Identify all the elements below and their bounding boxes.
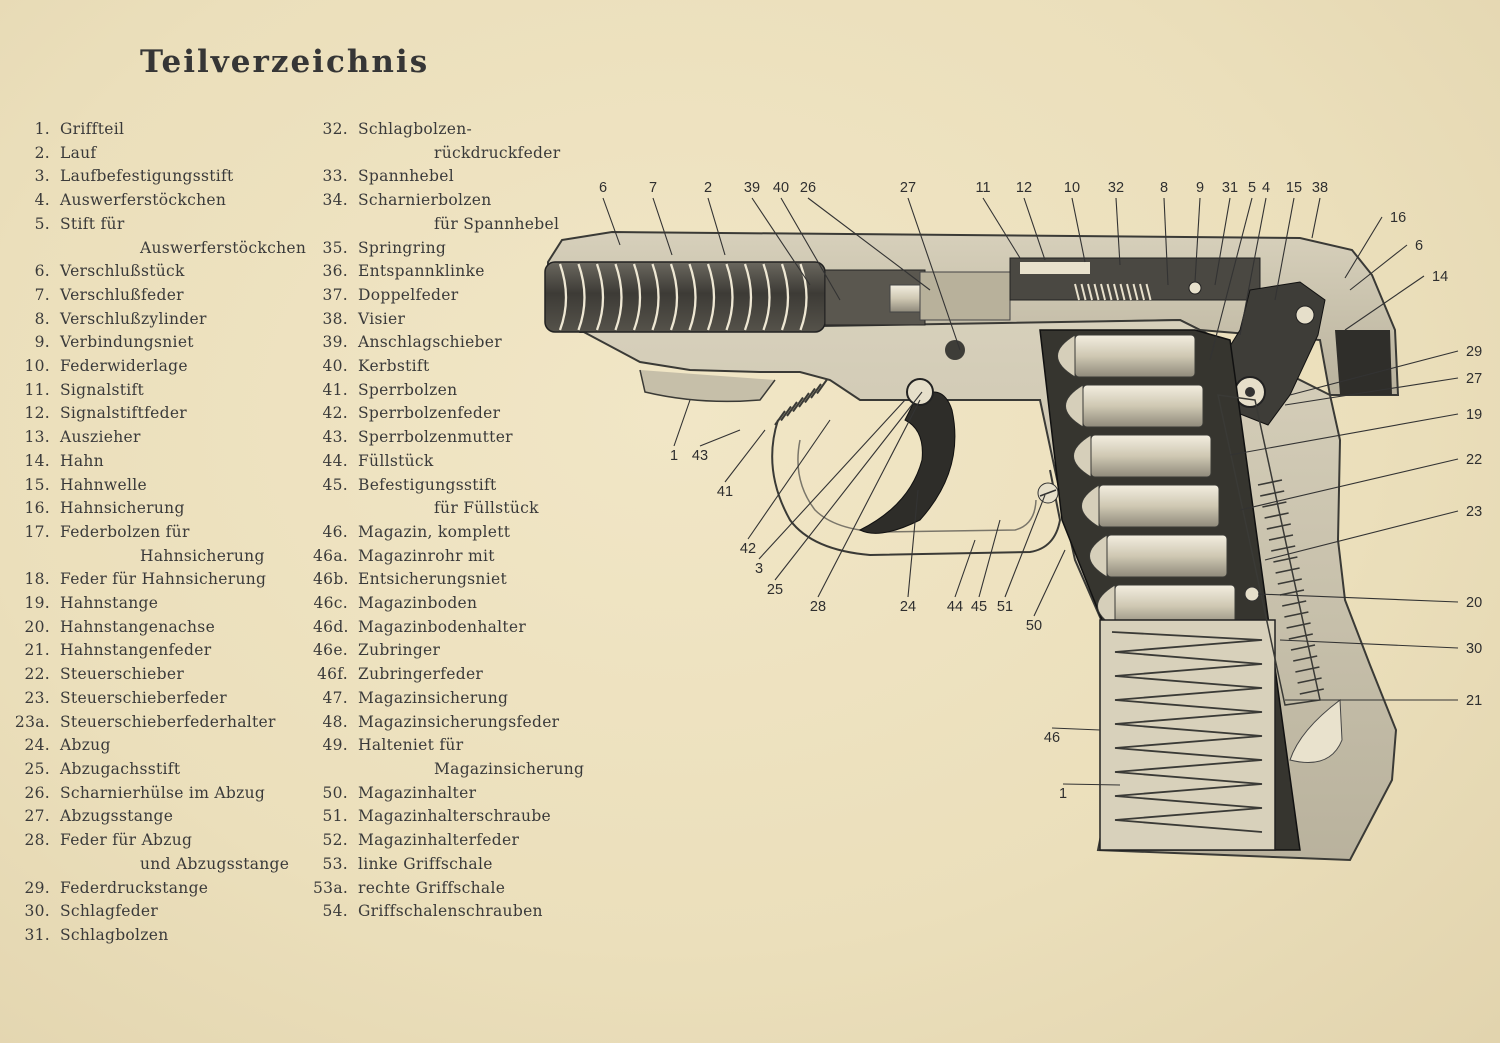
part-name: Magazinhalterschraube <box>358 807 552 826</box>
cartridge <box>1090 535 1228 577</box>
callout-number: 29 <box>1466 344 1483 360</box>
part-name: Scharnierbolzen <box>358 191 492 210</box>
part-number: 21. <box>24 641 50 660</box>
part-number: 47. <box>322 688 348 707</box>
cartridge <box>1066 385 1204 427</box>
part-number: 41. <box>322 380 348 399</box>
callout-number: 50 <box>1025 618 1043 634</box>
part-number: 46b. <box>313 570 349 589</box>
part-name: Entspannklinke <box>358 262 485 281</box>
part-number: 38. <box>322 309 348 328</box>
callout-leader <box>759 400 905 559</box>
part-number: 46a. <box>313 546 349 565</box>
part-number: 25. <box>24 759 50 778</box>
part-name: für Spannhebel <box>434 214 560 233</box>
part-name: Anschlagschieber <box>358 333 502 352</box>
part-name: Steuerschieberfederhalter <box>60 712 276 731</box>
callout-leader <box>700 430 740 446</box>
part-number: 24. <box>24 736 50 755</box>
part-number: 40. <box>322 357 348 376</box>
part-number: 48. <box>322 712 348 731</box>
part-name: Doppelfeder <box>358 285 459 304</box>
part-number: 45. <box>322 475 348 494</box>
part-name: Hahnstangenachse <box>60 617 216 636</box>
part-name: Magazinsicherung <box>358 688 509 707</box>
part-number: 1. <box>34 120 50 138</box>
part-name: Magazinsicherungsfeder <box>358 712 560 731</box>
callout-number: 27 <box>1466 371 1483 387</box>
part-number: 19. <box>24 594 50 613</box>
part-name: Feder für Hahnsicherung <box>60 570 267 589</box>
callout-number: 32 <box>1107 180 1125 196</box>
barrel <box>545 262 825 332</box>
part-name: Verschlußzylinder <box>60 309 207 328</box>
part-number: 26. <box>24 783 50 802</box>
part-name: Zubringerfeder <box>358 665 484 684</box>
part-name: Springring <box>358 238 447 257</box>
part-name: Zubringer <box>358 641 441 660</box>
callout-number: 10 <box>1063 180 1081 196</box>
part-number: 51. <box>322 807 348 826</box>
callout-number: 40 <box>772 180 790 196</box>
callout-number: 22 <box>1466 452 1483 468</box>
part-number: 34. <box>322 191 348 210</box>
part-number: 36. <box>322 262 348 281</box>
callout-number: 2 <box>703 180 713 196</box>
callout-number: 27 <box>899 180 917 196</box>
part-number: 11. <box>24 380 50 399</box>
callout-number: 16 <box>1390 210 1407 226</box>
part-name: Steuerschieber <box>60 665 185 684</box>
part-name: Federbolzen für <box>60 522 190 541</box>
part-number: 46. <box>322 522 348 541</box>
part-number: 49. <box>322 736 348 755</box>
part-name: Abzugsstange <box>60 807 174 826</box>
part-name: Magazinhalter <box>358 783 477 802</box>
callout-number: 19 <box>1466 407 1483 423</box>
part-number: 17. <box>24 522 50 541</box>
part-number: 9. <box>34 333 50 352</box>
callout-number: 38 <box>1311 180 1329 196</box>
part-name: Sperrbolzenfeder <box>358 404 501 423</box>
callout-number: 4 <box>1261 180 1271 196</box>
part-number: 37. <box>322 285 348 304</box>
cartridge <box>1058 335 1196 377</box>
part-name: Schlagfeder <box>60 902 159 921</box>
callout-leader <box>1034 550 1065 616</box>
part-name: Kerbstift <box>358 357 430 376</box>
sear-spring <box>775 380 827 426</box>
cartridge <box>1074 435 1212 477</box>
part-number: 6. <box>34 262 50 281</box>
callout-leader <box>979 520 1000 597</box>
part-name: Stift für <box>60 214 125 233</box>
part-name: Hahnsicherung <box>140 546 265 565</box>
callout-number: 46 <box>1043 730 1061 746</box>
callout-number: 7 <box>648 180 658 196</box>
callout-number: 43 <box>691 448 709 464</box>
part-name: Lauf <box>60 143 97 162</box>
part-number: 30. <box>24 902 50 921</box>
callout-number: 14 <box>1432 269 1449 285</box>
part-name: Schlagbolzen- <box>358 120 473 138</box>
callout-number: 26 <box>799 180 817 196</box>
page-title: Teilverzeichnis <box>140 44 430 80</box>
callout-number: 45 <box>970 599 988 615</box>
callout-number: 3 <box>754 561 764 577</box>
callout-number: 42 <box>739 541 757 557</box>
part-name: Hahn <box>60 451 104 470</box>
part-name: Hahnwelle <box>60 475 147 494</box>
part-name: Auswerferstöckchen <box>60 191 227 210</box>
part-number: 13. <box>24 428 50 447</box>
callout-number: 24 <box>899 599 917 615</box>
part-number: 16. <box>24 499 50 518</box>
callout-leader <box>1005 495 1045 597</box>
part-number: 5. <box>34 214 50 233</box>
callout-leader <box>725 430 765 482</box>
callout-number: 20 <box>1466 595 1483 611</box>
callout-number: 21 <box>1466 693 1483 709</box>
part-number: 22. <box>24 665 50 684</box>
part-name: Schlagbolzen <box>60 925 169 944</box>
part-name: Hahnstangenfeder <box>60 641 212 660</box>
part-name: Hahnsicherung <box>60 499 185 518</box>
part-name: Scharnierhülse im Abzug <box>60 783 266 802</box>
part-number: 4. <box>34 191 50 210</box>
part-number: 33. <box>322 167 348 186</box>
callout-number: 44 <box>946 599 964 615</box>
callout-number: 1 <box>1058 786 1068 802</box>
part-name: Magazinsicherung <box>434 759 585 778</box>
part-name: Verbindungsniet <box>60 333 194 352</box>
part-name: Steuerschieberfeder <box>60 688 227 707</box>
part-number: 12. <box>24 404 50 423</box>
callout-leader <box>748 420 830 539</box>
callout-number: 31 <box>1221 180 1239 196</box>
callout-number: 23 <box>1466 504 1483 520</box>
callout-number: 51 <box>996 599 1014 615</box>
part-name: linke Griffschale <box>358 854 493 873</box>
part-name: für Füllstück <box>434 499 539 518</box>
part-number: 31. <box>24 925 50 944</box>
part-name: Federwiderlage <box>60 357 188 376</box>
part-name: Abzug <box>60 736 111 755</box>
part-number: 52. <box>322 831 348 850</box>
callout-number: 28 <box>809 599 827 615</box>
callout-number: 1 <box>669 448 679 464</box>
part-name: Signalstiftfeder <box>60 404 187 423</box>
part-number: 32. <box>322 120 348 138</box>
part-number: 44. <box>322 451 348 470</box>
part-name: Federdruckstange <box>60 878 209 897</box>
callout-leader <box>955 540 975 597</box>
part-name: Füllstück <box>358 451 434 470</box>
part-name: und Abzugsstange <box>140 854 290 873</box>
part-number: 46e. <box>313 641 349 660</box>
callout-number: 11 <box>975 180 991 196</box>
part-number: 27. <box>24 807 50 826</box>
part-number: 46c. <box>313 594 348 613</box>
callout-number: 6 <box>598 180 608 196</box>
part-number: 3. <box>34 167 50 186</box>
trigger <box>860 392 955 533</box>
part-name: Verschlußstück <box>60 262 185 281</box>
part-number: 53a. <box>313 878 349 897</box>
callout-number: 15 <box>1285 180 1303 196</box>
part-number: 29. <box>24 878 50 897</box>
callout-number: 25 <box>766 582 784 598</box>
part-number: 15. <box>24 475 50 494</box>
part-name: Auszieher <box>60 428 141 447</box>
part-number: 23. <box>24 688 50 707</box>
part-name: rückdruckfeder <box>434 143 561 162</box>
part-number: 46d. <box>313 617 349 636</box>
part-name: Magazinbodenhalter <box>358 617 527 636</box>
part-number: 28. <box>24 831 50 850</box>
part-number: 7. <box>34 285 50 304</box>
part-name: Halteniet für <box>358 736 464 755</box>
part-name: Auswerferstöckchen <box>140 238 307 257</box>
part-name: Sperrbolzen <box>358 380 458 399</box>
part-name: Magazinrohr mit <box>358 546 495 565</box>
part-number: 8. <box>34 309 50 328</box>
callout-leader <box>1312 198 1320 238</box>
callout-number: 30 <box>1466 641 1483 657</box>
callout-leader <box>674 400 690 446</box>
callout-number: 5 <box>1247 180 1257 196</box>
part-name: Laufbefestigungsstift <box>60 167 234 186</box>
part-number: 14. <box>24 451 50 470</box>
part-number: 53. <box>322 854 348 873</box>
part-name: Magazinhalterfeder <box>358 831 520 850</box>
part-name: Hahnstange <box>60 594 159 613</box>
part-name: Entsicherungsniet <box>358 570 507 589</box>
part-name: Feder für Abzug <box>60 831 193 850</box>
callout-number: 8 <box>1159 180 1169 196</box>
part-number: 46f. <box>316 665 348 684</box>
part-number: 50. <box>322 783 348 802</box>
part-number: 35. <box>322 238 348 257</box>
part-number: 42. <box>322 404 348 423</box>
part-name: Abzugachsstift <box>60 759 181 778</box>
callout-number: 12 <box>1015 180 1033 196</box>
part-number: 18. <box>24 570 50 589</box>
part-name: Visier <box>358 309 406 328</box>
part-number: 20. <box>24 617 50 636</box>
callout-number: 9 <box>1195 180 1205 196</box>
part-number: 2. <box>34 143 50 162</box>
part-name: Griffschalenschrauben <box>358 902 543 921</box>
cartridge <box>1082 485 1220 527</box>
part-name: Griffteil <box>60 120 125 138</box>
part-name: Verschlußfeder <box>60 285 184 304</box>
callout-number: 6 <box>1415 238 1424 254</box>
callout-number: 39 <box>743 180 761 196</box>
part-number: 39. <box>322 333 348 352</box>
part-number: 23a. <box>14 712 50 731</box>
callout-number: 41 <box>716 484 734 500</box>
part-number: 43. <box>322 428 348 447</box>
part-name: Magazinboden <box>358 594 478 613</box>
part-name: Magazin, komplett <box>358 522 511 541</box>
part-name: Sperrbolzenmutter <box>358 428 513 447</box>
part-name: Signalstift <box>60 380 145 399</box>
part-name: rechte Griffschale <box>358 878 506 897</box>
part-number: 10. <box>24 357 50 376</box>
part-number: 54. <box>322 902 348 921</box>
part-name: Befestigungsstift <box>358 475 497 494</box>
part-name: Spannhebel <box>358 167 454 186</box>
